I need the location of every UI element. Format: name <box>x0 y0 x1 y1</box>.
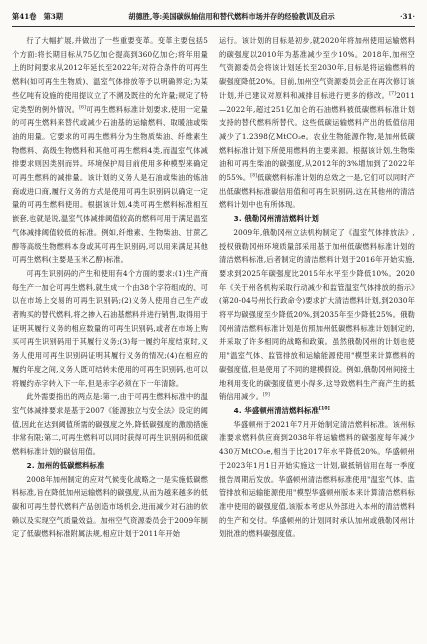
paragraph: 运行。该计划的目标是初步,就2020年将加州使用运输燃料的碳强度以2010年为基准减少至少10%。2018年,加州空气资源委员会将该计划延长至2030年,目标是将运输燃料的碳强度降低20%。目前,加州空气资源委员会正在再次修订该计划,并已建议对原料和减排目标进行更多的修改。[7]2011—2022年,超过251亿加仑的石油燃料被低碳燃料标准计划支持的替代燃料所替代。这些低碳运输燃料产出的低值信用减少了1.2398亿MtCO₂e。农业生物能源作物,是加州低碳燃料标准计划下所使用燃料的主要来源。根据该计划,生物柴油和可再生柴油的碳强度,从2012年的3%增加到了2022年的55%。[8]低碳燃料标准计划的总效之一是,它们可以同时产出低碳燃料标准碳信用值和可再生识别码,这在其他州的清洁燃料计划中也有所体现。 <box>219 36 415 210</box>
paragraph: 2009年,俄勒冈州立法机构制定了《温室气体排放法》,授权俄勒冈州环境质量部采用基于加州低碳燃料标准计划的清洁燃料标准,后者制定的清洁燃料计划于2016年开始实施,要求到2025年碳强度比2015年水平至少降低10%。2020年《关于州各机构采取行动减少和监管温室气体排放的指示》(第20-04号州长行政命令)要求扩大清洁燃料计划,到2030年将平均碳强度至少降低20%,到2035年至少降低25%。俄勒冈州清洁燃料标准计划是仿照加州低碳燃料标准计划制定的,并采取了许多相同的战略和政策。虽然俄勒冈州的计划也使用"温室气体、监管排放和运输能源使用"模型来计算燃料的碳强度值,但是使用了不同的建模假设。例如,俄勒冈州间接土地利用变化的碳强度值更小得多,这导致燃料生产商产生的抵销信用减少。[9] <box>219 227 415 402</box>
paragraph: 行了大幅扩展,并做出了一些重要变革。变革主要包括5个方面:将长期目标从75亿加仑提高到360亿加仑;将年用量上的时间要求从2012年延长至2022年;对符合条件的可再生燃料(如可再生生物质)、温室气体排放等予以明确界定;为某些亿吨有设施的使用提议立了不溯及既往的允许量;规定了特定类型的例外情况。[6]可再生燃料标准计划要求,使用一定量的可再生燃料来替代或减少石油基的运输燃料、取暖油或柴油的用量。它要求的可再生燃料分为生物质柴油、纤维素生物燃料、高级生物燃料和其他可再生燃料4类,而温室气体减排要求则因类别而异。环境保护局目前使用多种模型来确定可再生燃料的减排量。该计划的义务人是石油或柴油的炼油商或进口商,履行义务的方式是使用可再生识别码以确定一定量的可再生燃料使用。根据该计划,4类可再生燃料标准相互嵌套,也就是说,温室气体减排阈值较高的燃料可用于满足温室气体减排阈值较低的标准。例如,纤维素、生物柴油、甘蔗乙醇等高级生物燃料本身或其可再生识别码,可以用来满足其他可再生燃料(主要是玉米乙醇)标准。 <box>12 36 208 265</box>
section-heading: 4. 华盛顿州清洁燃料标准[10] <box>233 405 330 415</box>
article-running-title: 胡德胜,等:美国碳纵轴信用和替代燃料市场并存的经验教训及启示 <box>128 12 335 21</box>
paragraph: 此外需要指出的两点是:第一,由于可再生燃料标准中的温室气体减排要求是基于2007《能源独立与安全法》设定的阈值,因此在达到阈值所需的碳强度之外,降低碳强度的激励措施非常有限;第二,可再生燃料可以同时获得可再生识别码和低碳燃料标准计划的碳信用值。 <box>12 392 208 457</box>
page-number: ·31· <box>399 12 415 21</box>
header-rule <box>12 26 415 27</box>
volume-issue: 第41卷 第3期 <box>12 12 63 21</box>
citation-ref: [9] <box>263 392 270 398</box>
citation-ref: [6] <box>79 105 87 111</box>
paragraph: 华盛顿州于2021年7月开始制定清洁燃料标准。该州标准要求燃料供应商到2038年将运输燃料的碳强度每年减少430万MtCO₂e,相当于比2017年水平降低20%。华盛顿州于2023年1月1日开始实施这一计划,碳抵销信用在每一季度报告周期后发放。华盛顿州清洁燃料标准使用"温室气体、监管排放和运输能源使用"模型华盛顿州版本来计算清洁燃料标准中使用的碳强度值,该版本考虑从外部进入本州的清洁燃料的生产和交付。华盛顿州的计划同时承认加州或俄勒冈州计划批准的燃料碳强度值。 <box>219 419 415 539</box>
citation-ref: [7] <box>389 91 397 97</box>
paragraph: 2008年加州制定的应对气候变化战略之一是实施低碳燃料标准,旨在降低加州运输燃料的碳强度,从而为越来越多的低碳和可再生替代燃料产品创造市场机会,进而减少对石油的依赖以及实现空气质量效益。加州空气资源委员会于2009年制定了低碳燃料标准附属法规,相应计划于2011年开始 <box>12 474 208 539</box>
citation-ref: [10] <box>318 406 330 412</box>
right-column <box>219 34 415 638</box>
paragraph: 可再生识别码的产生和使用有4个方面的要求:(1)生产商每生产一加仑可再生燃料,就生成一个由38个字符组成的、可以在市场上交易的可再生识别码;(2)义务人使用自己生产或者购买的替代燃料,将之掺入石油基燃料并进行销售,取得用于证明其履行义务的相应数量的可再生识别码,或者在市场上购买可再生识别码用于其履行义务;(3)每一履约年度结束时,义务人使用可再生识别码证明其履行义务的情况;(4)在相应的履约年度之间,义务人既可结转未使用的可再生识别码,也可以将履约赤字转入下一年,但是赤字必须在下一年清除。 <box>12 268 208 388</box>
left-column <box>12 34 208 638</box>
section-heading: 3. 俄勒冈州清洁燃料计划 <box>233 214 319 224</box>
section-heading: 2. 加州的低碳燃料标准 <box>26 460 105 470</box>
running-header <box>12 10 415 24</box>
citation-ref: [8] <box>250 173 258 179</box>
